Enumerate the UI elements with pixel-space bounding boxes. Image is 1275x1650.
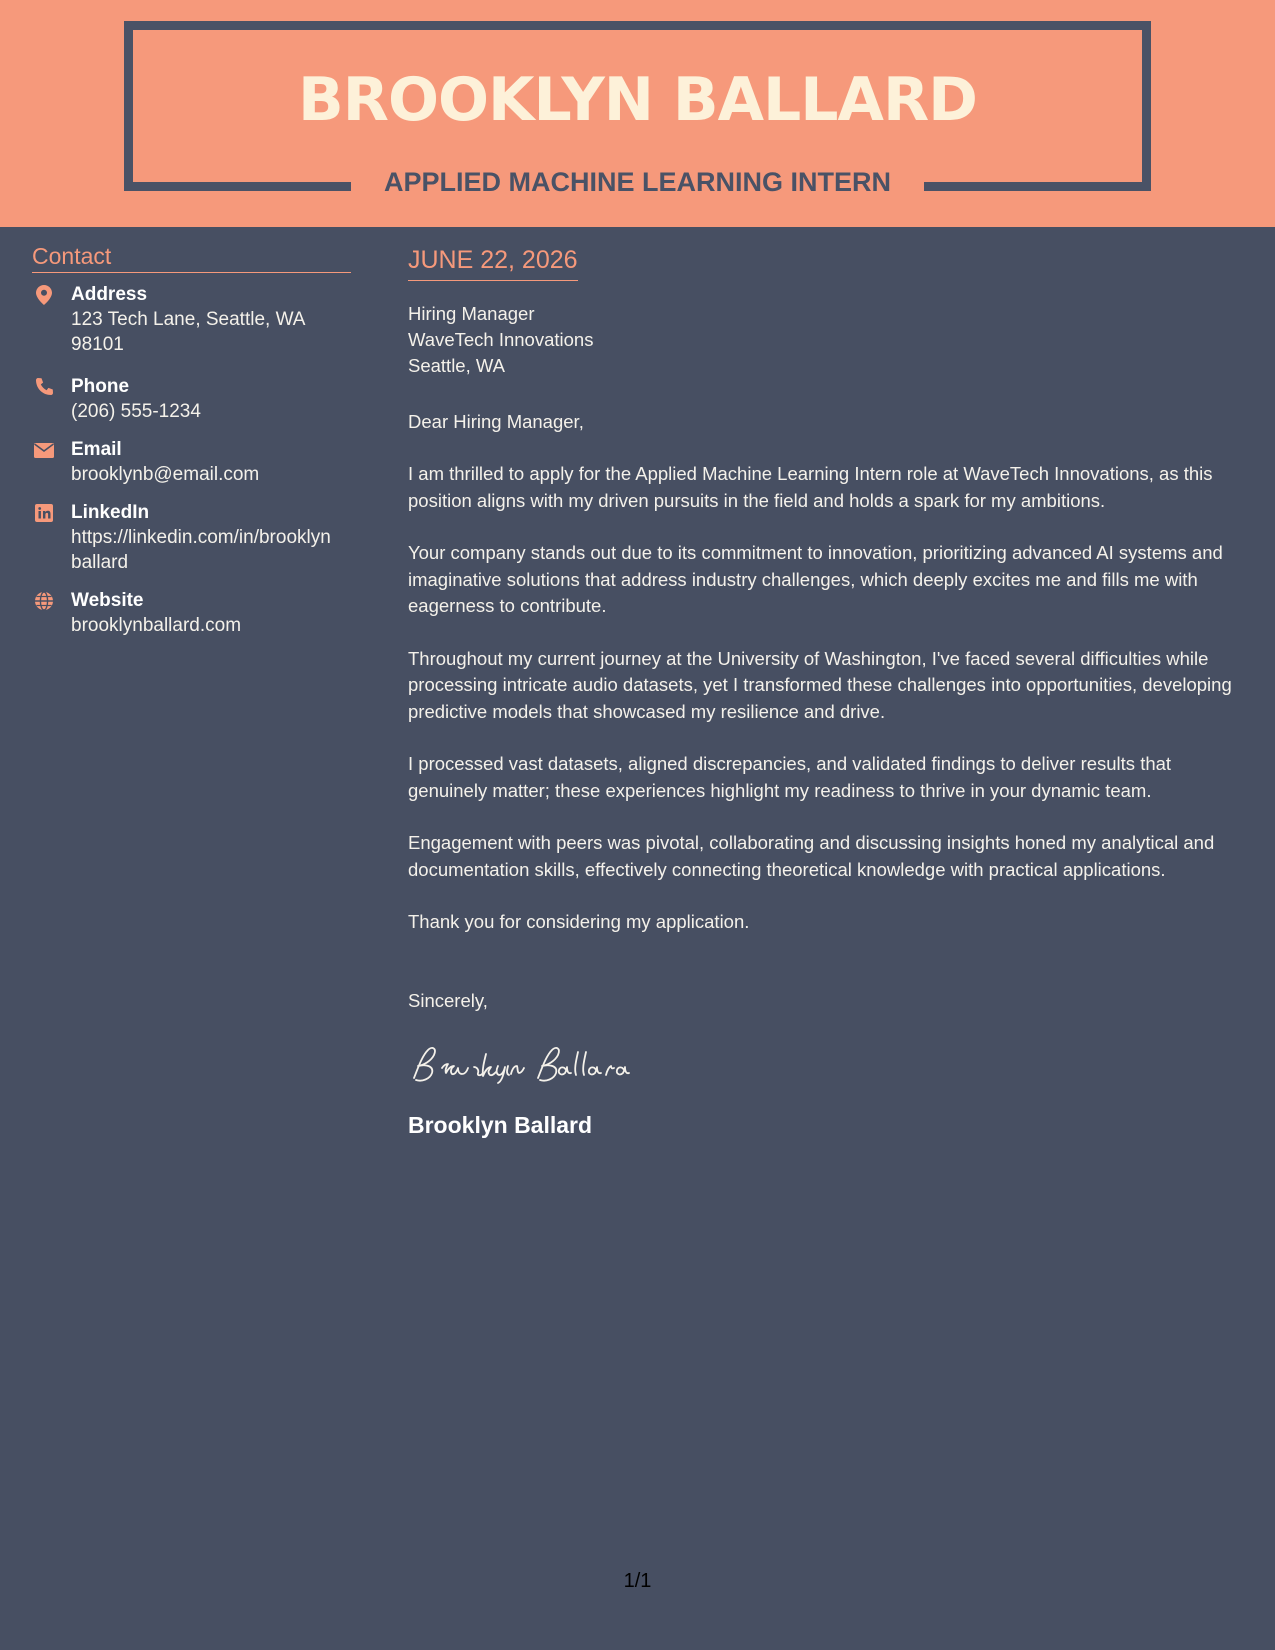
header-frame-bottom-right: [924, 182, 1151, 191]
envelope-icon: [32, 439, 56, 461]
map-pin-icon: [32, 284, 56, 306]
recipient-line: Hiring Manager: [408, 303, 535, 324]
recipient-block: [408, 301, 1248, 379]
contact-value: brooklynballard.com: [71, 615, 242, 636]
contact-label: Address: [71, 284, 148, 305]
paragraph: Throughout my current journey at the University of Washington, I've faced several difficulties while processing intricate audio datasets, yet I transformed these challenges into opportunities, developing predictive models that showcased my resilience and drive.: [408, 647, 1232, 722]
contact-value: https://linkedin.com/in/brooklyn ballard: [71, 527, 331, 573]
paragraph: Your company stands out due to its commitment to innovation, prioritizing advanced AI systems and imaginative solutions that address industry challenges, which deeply excites me and fills me with eagerness to contribute.: [408, 542, 1223, 616]
globe-icon: [32, 590, 56, 612]
salutation: Dear Hiring Manager,: [408, 411, 584, 432]
contact-label: Website: [71, 590, 144, 611]
contact-value: brooklynb@email.com: [71, 464, 260, 485]
signature-image: [408, 1040, 1248, 1088]
contact-label: Email: [71, 439, 122, 460]
contact-value: (206) 555-1234: [71, 401, 201, 422]
recipient-line: WaveTech Innovations: [408, 329, 594, 350]
letter-date: JUNE 22, 2026: [408, 244, 578, 281]
contact-heading: Contact: [32, 242, 351, 273]
linkedin-icon: [32, 502, 56, 524]
header-frame-bottom-left: [124, 182, 351, 191]
paragraph: Engagement with peers was pivotal, collaborating and discussing insights honed my analytical and documentation skills, effectively connecting theoretical knowledge with practical applications.: [408, 832, 1215, 880]
job-title: APPLIED MACHINE LEARNING INTERN: [383, 167, 891, 197]
recipient-line: Seattle, WA: [408, 355, 505, 376]
paragraph: Thank you for considering my application.: [408, 911, 750, 932]
letter-body: [408, 244, 1248, 1140]
closing: Sincerely,: [408, 989, 488, 1011]
paragraph: I processed vast datasets, aligned discrepancies, and validated findings to deliver results that genuinely matter; these experiences highlight my readiness to thrive in your dynamic team.: [408, 753, 1172, 801]
contact-value: 123 Tech Lane, Seattle, WA 98101: [71, 309, 305, 355]
phone-icon: [32, 376, 56, 398]
contact-label: LinkedIn: [71, 502, 150, 523]
page-number: 1/1: [623, 1570, 652, 1592]
signer-name: Brooklyn Ballard: [408, 1111, 593, 1138]
paragraph: I am thrilled to apply for the Applied Machine Learning Intern role at WaveTech Innovations, as this position aligns with my driven pursuits in the field and holds a spark for my ambitions.: [408, 463, 1213, 511]
applicant-name: BROOKLYN BALLARD: [298, 65, 977, 135]
contact-label: Phone: [71, 376, 130, 397]
header-banner: [0, 0, 1275, 227]
